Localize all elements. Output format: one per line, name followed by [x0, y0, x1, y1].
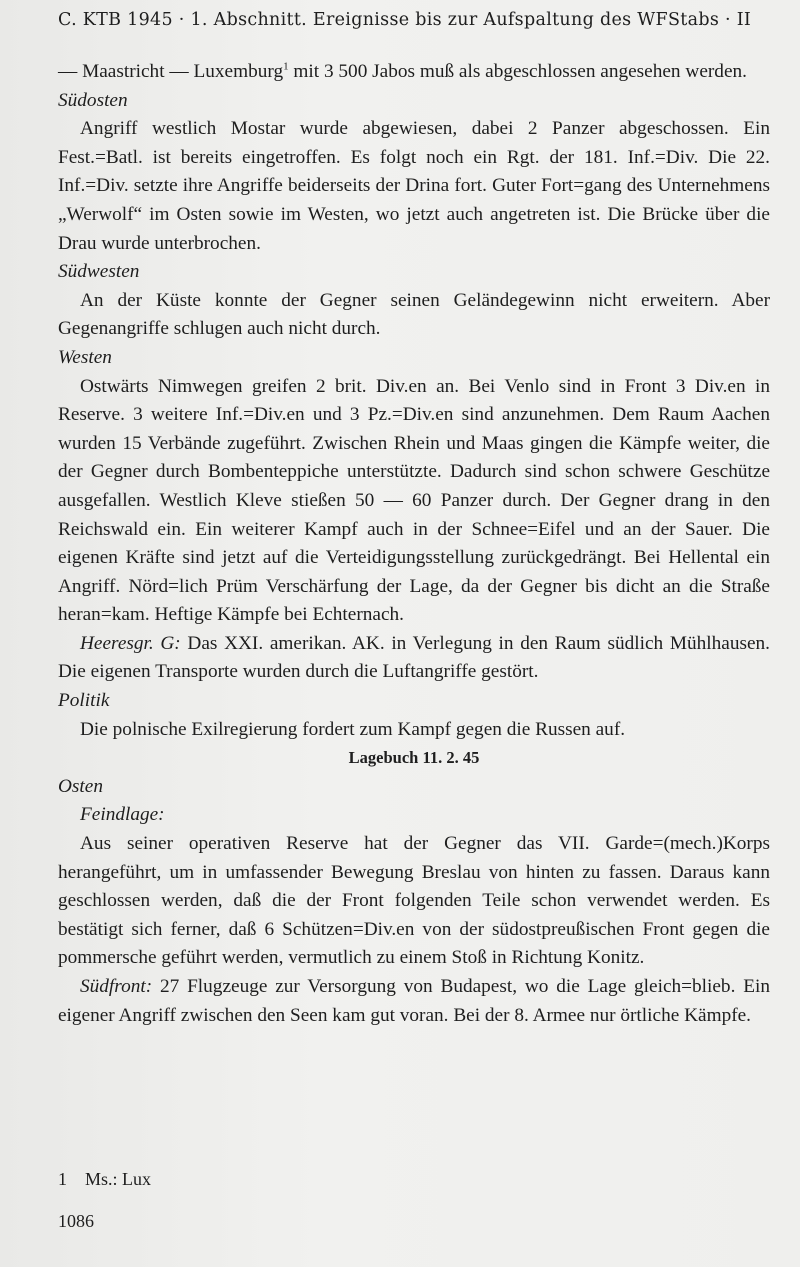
- section-text-suedwesten: An der Küste konnte der Gegner seinen Geländegewinn nicht erweitern. Aber Gegenangriffe schlugen auch nicht durch.: [58, 289, 770, 340]
- section-text-osten: Aus seiner operativen Reserve hat der Gegner das VII. Garde=(mech.)Korps herangeführt, um in umfassender Bewegung Breslau von hinten zu fassen. Daraus kann geschlossen werden, daß die der Front folgenden Teile schon verwendet werden. Es bestätigt sich ferner, daß 6 Schützen=Div.en von der südostpreußischen Front gegen die pommersche geführt werden, vermutlich zu einem Stoß in Richtung Konitz.: [58, 833, 770, 969]
- section-label-politik: Politik: [58, 690, 110, 712]
- heeresgr-g-lead: Heeresgr. G:: [80, 632, 181, 654]
- section-text-politik: Die polnische Exilregierung fordert zum Kampf gegen die Russen auf.: [80, 718, 626, 740]
- heeresgr-g-text: Das XXI. amerikan. AK. in Verlegung in den Raum südlich Mühlhausen. Die eigenen Transporte wurden durch die Luftangriffe gestört.: [58, 632, 770, 683]
- suedfront-text: 27 Flugzeuge zur Versorgung von Budapest, wo die Lage gleich=blieb. Ein eigener Angriff zwischen den Seen kam gut voran. Bei der 8. Armee nur örtliche Kämpfe.: [58, 976, 770, 1026]
- footnote-text: Ms.: Lux: [85, 1169, 152, 1189]
- document-body: [58, 58, 770, 1030]
- suedfront-paragraph: [58, 973, 770, 1030]
- section-label-osten: Osten: [58, 775, 103, 797]
- intro-paragraph: [58, 58, 770, 87]
- section-text-suedosten: Angriff westlich Mostar wurde abgewiesen, dabei 2 Panzer abgeschossen. Ein Fest.=Batl. ist bereits eingetroffen. Es folgt noch ein Rgt. der 181. Inf.=Div. Die 22. Inf.=Div. setzte ihre Angriffe beiderseits der Drina fort. Guter Fort=gang des Unternehmens „Werwolf“ im Osten sowie im Westen, wo jetzt auch angetreten ist. Die Brücke über die Drau wurde unterbrochen.: [58, 118, 770, 254]
- section-label-suedosten: Südosten: [58, 89, 128, 111]
- footnote-marker: 1: [283, 60, 289, 73]
- footnote: [58, 1169, 151, 1190]
- section-text-westen: Ostwärts Nimwegen greifen 2 brit. Div.en an. Bei Venlo sind in Front 3 Div.en in Reserve. 3 weitere Inf.=Div.en und 3 Pz.=Div.en sind anzunehmen. Dem Raum Aachen wurden 15 Verbände zugeführt. Zwischen Rhein und Maas gingen die Kämpfe weiter, die der Gegner durch Bombenteppiche unterstützte. Dadurch sind schon schwere Geschütze ausgefallen. Westlich Kleve stießen 50 — 60 Panzer durch. Der Gegner drang in den Reichswald ein. Ein weiterer Kampf auch in der Schnee=Eifel und an der Sauer. Die eigenen Kräfte sind jetzt auf die Verteidigungsstellung zurückgedrängt. Bei Hellental ein Angriff. Nörd=lich Prüm Verschärfung der Lage, da der Gegner bis dicht an die Straße heran=kam. Heftige Kämpfe bei Echternach.: [58, 375, 770, 626]
- running-head: C. KTB 1945 · 1. Abschnitt. Ereignisse bis zur Aufspaltung des WFStabs · II: [58, 10, 752, 30]
- section-label-westen: Westen: [58, 346, 112, 368]
- date-heading: Lagebuch 11. 2. 45: [348, 748, 480, 768]
- page-number: 1086: [58, 1211, 94, 1231]
- intro-text-continued: mit 3 500 Jabos muß als abgeschlossen angesehen werden.: [288, 61, 747, 82]
- suedfront-lead: Südfront:: [80, 976, 153, 997]
- footnote-number: 1: [58, 1169, 67, 1189]
- section-label-suedwesten: Südwesten: [58, 261, 140, 283]
- intro-text: — Maastricht — Luxemburg: [58, 61, 284, 82]
- sublabel-feindlage: Feindlage:: [80, 804, 165, 826]
- heeresgr-g-paragraph: [58, 630, 770, 687]
